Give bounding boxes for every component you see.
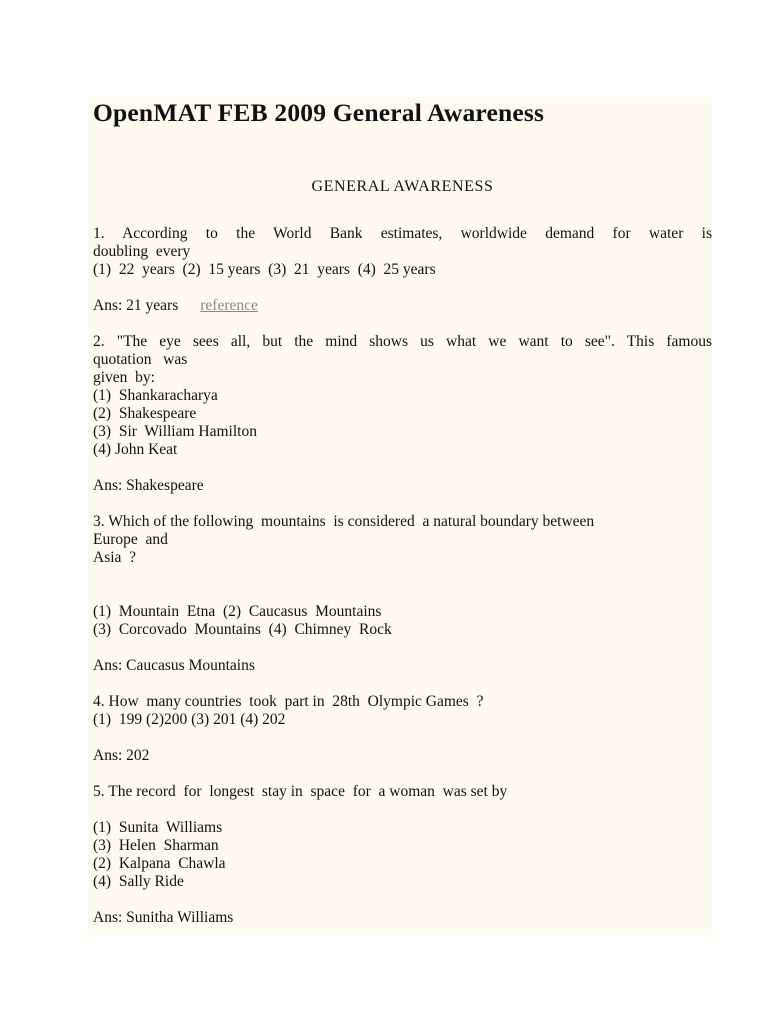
question-options: (1) 22 years (2) 15 years (3) 21 years (4) 25 years: [93, 261, 436, 278]
option-item: (2) Kalpana Chawla: [93, 855, 226, 872]
question-3: [93, 513, 712, 675]
question-text-line: given by:: [93, 369, 155, 386]
question-text-line: 2. "The eye sees all, but the mind shows us what we want to see". This famous: [93, 333, 712, 350]
question-2: [93, 333, 712, 495]
option-item: (2) Shakespeare: [93, 405, 197, 422]
document-page: [88, 97, 712, 935]
question-1: [93, 225, 712, 315]
question-list: [93, 225, 712, 927]
question-5: [93, 783, 712, 927]
answer-text: Ans: 202: [93, 747, 150, 764]
option-item: (1) Sunita Williams: [93, 819, 223, 836]
answer-text: Ans: Caucasus Mountains: [93, 657, 255, 674]
question-text-line: 3. Which of the following mountains is considered a natural boundary between: [93, 513, 595, 530]
reference-link[interactable]: reference: [200, 297, 258, 314]
answer-text: Ans: 21 years: [93, 297, 179, 314]
answer-text: Ans: Shakespeare: [93, 477, 204, 494]
option-item: (3) Sir William Hamilton: [93, 423, 257, 440]
question-text-line: Europe and: [93, 531, 168, 548]
option-item: (4) Sally Ride: [93, 873, 184, 890]
question-text-line: 4. How many countries took part in 28th Olympic Games ?: [93, 693, 484, 710]
page-title: OpenMAT FEB 2009 General Awareness: [93, 98, 545, 127]
option-item: (3) Helen Sharman: [93, 837, 219, 854]
question-text-line: Asia ?: [93, 549, 137, 566]
option-item: (3) Corcovado Mountains (4) Chimney Rock: [93, 621, 392, 638]
document-content: [93, 97, 712, 927]
answer-text: Ans: Sunitha Williams: [93, 909, 234, 926]
question-options: (1) 199 (2)200 (3) 201 (4) 202: [93, 711, 286, 728]
question-text-line: 1. According to the World Bank estimates, worldwide demand for water is: [93, 225, 712, 242]
option-item: (1) Shankaracharya: [93, 387, 218, 404]
option-item: (1) Mountain Etna (2) Caucasus Mountains: [93, 603, 382, 620]
question-text-line: doubling every: [93, 243, 191, 260]
question-text-line: quotation was: [93, 351, 188, 368]
section-heading: GENERAL AWARENESS: [311, 178, 494, 195]
question-text-line: 5. The record for longest stay in space for a woman was set by: [93, 783, 508, 800]
option-item: (4) John Keat: [93, 441, 178, 458]
question-4: [93, 693, 712, 765]
answer-line: [93, 297, 712, 315]
